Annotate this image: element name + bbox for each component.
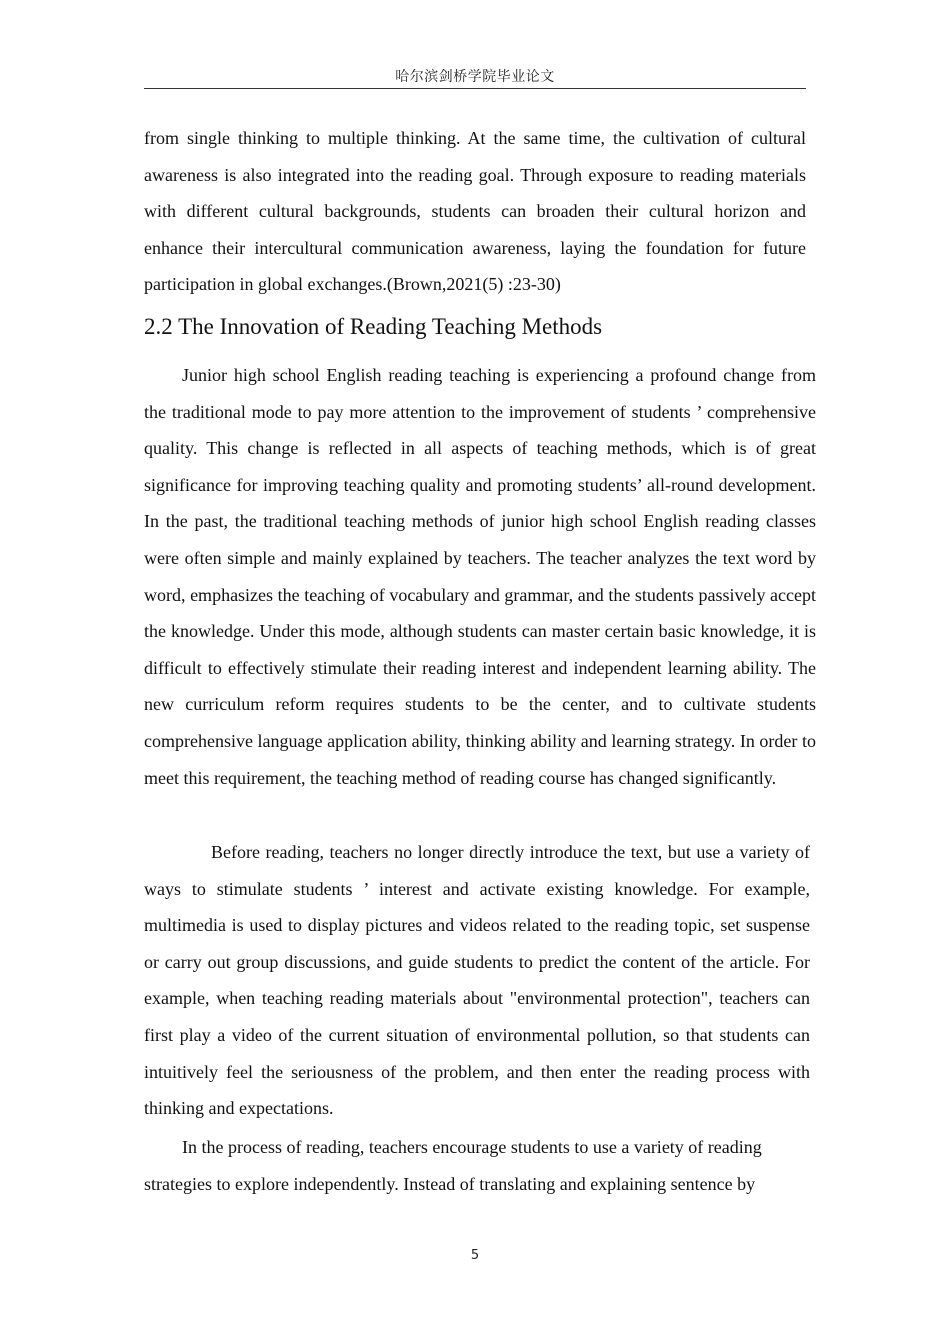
page-number: 5 <box>470 1248 480 1263</box>
page-header: 哈尔滨剑桥学院毕业论文 <box>395 69 555 85</box>
continuation-paragraph: from single thinking to multiple thinking. At the same time, the cultivation of cultural awareness is also integrated into the reading goal. Through exposure to reading materials with different cultural backgrounds, students can broaden their cultural horizon and enhance their intercultural communication awareness, laying the foundation for future participation in global exchanges.(Brown,2021(5) :23-30) <box>144 128 806 295</box>
paragraph-1: Junior high school English reading teaching is experiencing a profound change from the traditional mode to pay more attention to the improvement of students ’ comprehensive quality. This change is reflected in all aspects of teaching methods, which is of great significance for improving teaching quality and promoting students’ all-round development. In the past, the traditional teaching methods of junior high school English reading classes were often simple and mainly explained by teachers. The teacher analyzes the text word by word, emphasizes the teaching of vocabulary and grammar, and the students passively accept the knowledge. Under this mode, although students can master certain basic knowledge, it is difficult to effectively stimulate their reading interest and independent learning ability. The new curriculum reform requires students to be the center, and to cultivate students comprehensive language application ability, thinking ability and learning strategy. In order to meet this requirement, the teaching method of reading course has changed significantly. <box>144 365 816 788</box>
paragraph-3: In the process of reading, teachers encourage students to use a variety of reading strategies to explore independently. Instead of translating and explaining sentence by <box>144 1137 762 1194</box>
paragraph-2: Before reading, teachers no longer directly introduce the text, but use a variety of ways to stimulate students ’ interest and activate existing knowledge. For example, multimedia is used to display pictures and videos related to the reading topic, set suspense or carry out group discussions, and guide students to predict the content of the article. For example, when teaching reading materials about "environmental protection", teachers can first play a video of the current situation of environmental pollution, so that students can intuitively feel the seriousness of the problem, and then enter the reading process with thinking and expectations. <box>144 842 810 1119</box>
section-heading: 2.2 The Innovation of Reading Teaching Methods <box>144 314 603 339</box>
header-divider <box>144 88 806 89</box>
